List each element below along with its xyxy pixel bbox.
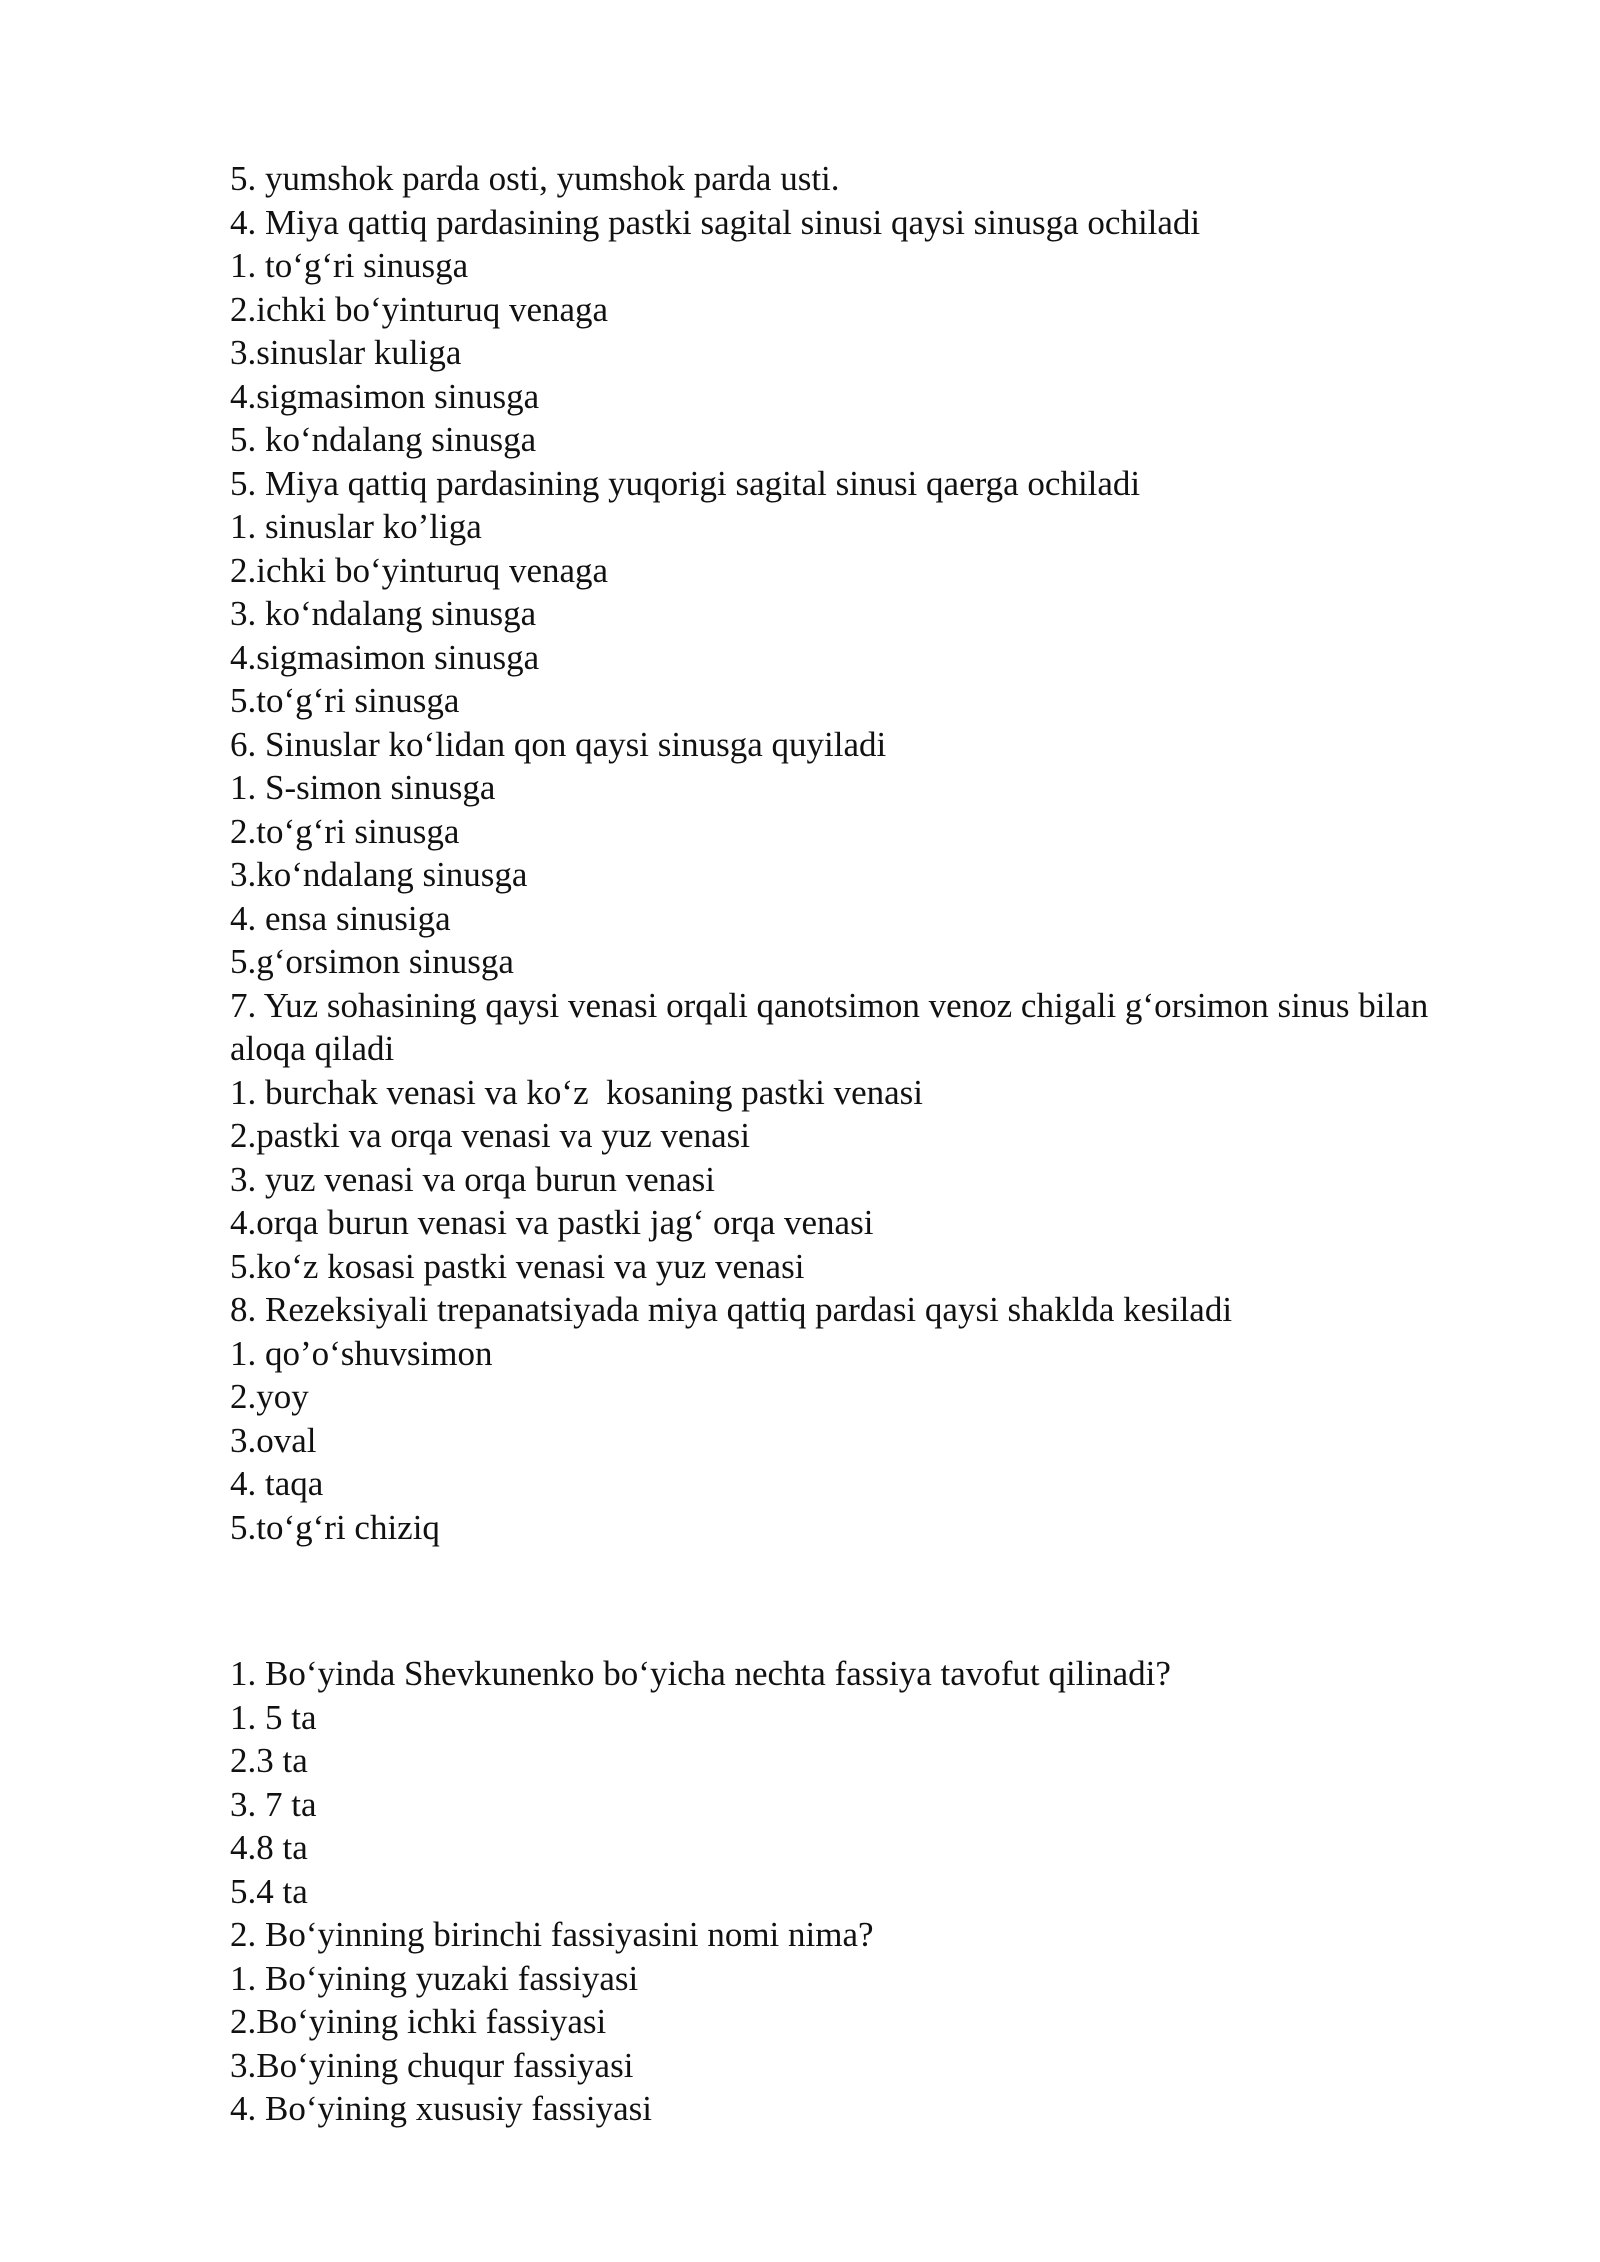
answer-line: 3. yuz venasi va orqa burun venasi [230,1159,715,1199]
answer-line: 5.to‘g‘ri chiziq [230,1507,440,1547]
answer-line: 2.3 ta [230,1741,308,1780]
answer-line: 1. to‘g‘ri sinusga [230,246,469,285]
answer-line: 1. S-simon sinusga [230,768,496,807]
answer-line: 1. 5 ta [230,1697,317,1737]
answer-line: 3.oval [230,1420,317,1460]
answer-line: 4.sigmasimon sinusga [230,376,540,416]
answer-line: 1. Bo‘yining yuzaki fassiyasi [230,1958,639,1998]
answer-line: 3.ko‘ndalang sinusga [230,855,528,894]
answer-line: 5. ko‘ndalang sinusga [230,420,537,459]
answer-line: 2.pastki va orqa venasi va yuz venasi [230,1116,750,1155]
document-text [230,157,1470,2131]
question-line: 7. Yuz sohasining qaysi venasi orqali qanotsimon venoz chigali g‘orsimon sinus bilan aloqa qiladi [230,985,1438,1068]
question-line: 8. Rezeksiyali trepanatsiyada miya qattiq pardasi qaysi shaklda kesiladi [230,1290,1233,1329]
answer-line: 4.sigmasimon sinusga [230,637,540,677]
answer-line: 3.sinuslar kuliga [230,333,462,372]
question-line: 4. Miya qattiq pardasining pastki sagital sinusi qaysi sinusga ochiladi [230,202,1201,242]
question-line: 1. Bo‘yinda Shevkunenko bo‘yicha nechta fassiya tavofut qilinadi? [230,1654,1171,1693]
answer-line: 4. ensa sinusiga [230,898,451,938]
question-line: 6. Sinuslar ko‘lidan qon qaysi sinusga quyiladi [230,724,887,764]
answer-line: 2.ichki bo‘yinturuq venaga [230,289,609,329]
answer-line: 1. burchak venasi va ko‘z kosaning pastki venasi [230,1072,924,1112]
question-block-1 [230,157,1470,1549]
section-gap [230,1549,1470,1652]
answer-line: 3. ko‘ndalang sinusga [230,594,537,633]
answer-line: 5.to‘g‘ri sinusga [230,681,460,720]
answer-line: 4. taqa [230,1464,324,1503]
answer-line: 2.yoy [230,1377,309,1416]
answer-line: 2.Bo‘yining ichki fassiyasi [230,2002,607,2041]
answer-line: 3.Bo‘yining chuqur fassiyasi [230,2045,634,2085]
answer-line: 4.orqa burun venasi va pastki jag‘ orqa venasi [230,1203,874,1242]
answer-line: 5.ko‘z kosasi pastki venasi va yuz venasi [230,1246,805,1286]
answer-line: 5. yumshok parda osti, yumshok parda usti. [230,159,840,198]
answer-line: 3. 7 ta [230,1784,317,1824]
question-line: 2. Bo‘yinning birinchi fassiyasini nomi nima? [230,1915,874,1954]
answer-line: 5.g‘orsimon sinusga [230,942,514,981]
answer-line: 1. qo’o‘shuvsimon [230,1333,493,1373]
answer-line: 1. sinuslar ko’liga [230,507,482,546]
question-block-2 [230,1652,1470,2131]
answer-line: 4.8 ta [230,1828,308,1867]
answer-line: 4. Bo‘yining xususiy fassiyasi [230,2089,652,2128]
question-line: 5. Miya qattiq pardasining yuqorigi sagital sinusi qaerga ochiladi [230,463,1141,503]
answer-line: 2.to‘g‘ri sinusga [230,811,460,851]
answer-line: 2.ichki bo‘yinturuq venaga [230,550,609,590]
answer-line: 5.4 ta [230,1871,308,1911]
